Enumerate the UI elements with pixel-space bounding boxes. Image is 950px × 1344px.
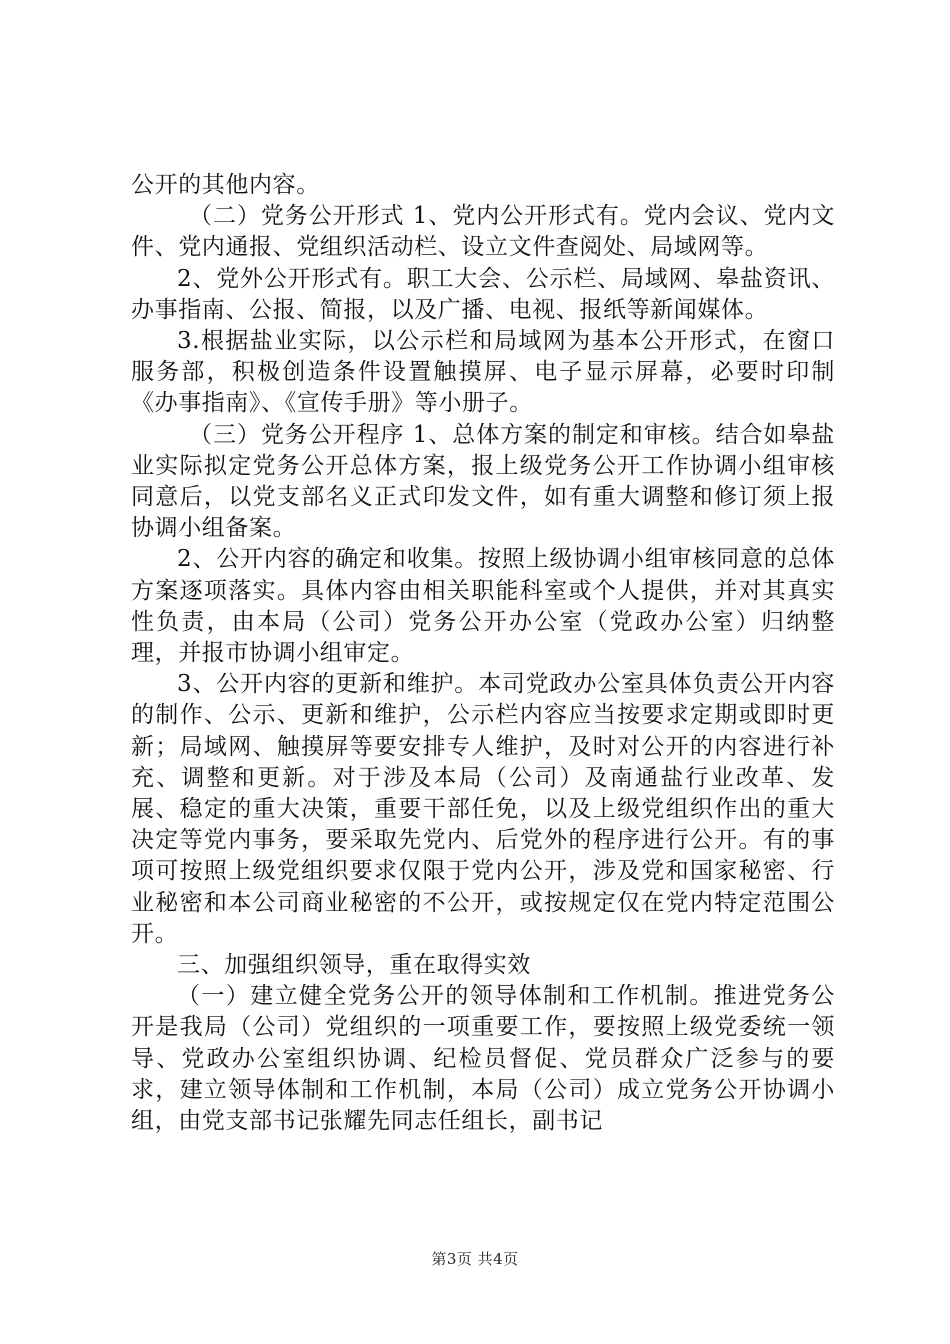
paragraph: 3.根据盐业实际，以公示栏和局域网为基本公开形式，在窗口服务部，积极创造条件设置触摸屏、电子显示屏幕，必要时印制《办事指南》、《宣传手册》等小册子。 [131, 328, 835, 417]
document-body [131, 170, 835, 1137]
paragraph: 2、公开内容的确定和收集。按照上级协调小组审核同意的总体方案逐项落实。具体内容由相关职能科室或个人提供，并对其真实性负责，由本局（公司）党务公开办公室（党政办公室）归纳整理，并报市协调小组审定。 [131, 546, 835, 667]
paragraph: 公开的其他内容。 [131, 172, 320, 198]
paragraph: （一）建立健全党务公开的领导体制和工作机制。推进党务公开是我局（公司）党组织的一项重要工作，要按照上级党委统一领导、党政办公室组织协调、纪检员督促、党员群众广泛参与的要求，建立领导体制和工作机制，本局（公司）成立党务公开协调小组，由党支部书记张耀先同志任组长，副书记 [131, 983, 835, 1135]
paragraph: （三）党务公开程序 1、总体方案的制定和审核。结合如皋盐业实际拟定党务公开总体方案，报上级党务公开工作协调小组审核同意后，以党支部名义正式印发文件，如有重大调整和修订须上报协调小组备案。 [131, 421, 835, 542]
paragraph: 3、公开内容的更新和维护。本司党政办公室具体负责公开内容的制作、公示、更新和维护，公示栏内容应当按要求定期或即时更新；局域网、触摸屏等要安排专人维护，及时对公开的内容进行补充、调整和更新。对于涉及本局（公司）及南通盐行业改革、发展、稳定的重大决策，重要干部任免，以及上级党组织作出的重大决定等党内事务，要采取先党内、后党外的程序进行公开。有的事项可按照上级党组织要求仅限于党内公开，涉及党和国家秘密、行业秘密和本公司商业秘密的不公开，或按规定仅在党内特定范围公开。 [131, 671, 835, 947]
page-footer: 第3页 共4页 [431, 1250, 519, 1268]
paragraph: （二）党务公开形式 1、党内公开形式有。党内会议、党内文件、党内通报、党组织活动栏、设立文件查阅处、局域网等。 [131, 203, 835, 261]
paragraph: 2、党外公开形式有。职工大会、公示栏、局域网、皋盐资讯、办事指南、公报、简报，以及广播、电视、报纸等新闻媒体。 [131, 265, 835, 323]
section-heading: 三、加强组织领导，重在取得实效 [177, 952, 531, 979]
